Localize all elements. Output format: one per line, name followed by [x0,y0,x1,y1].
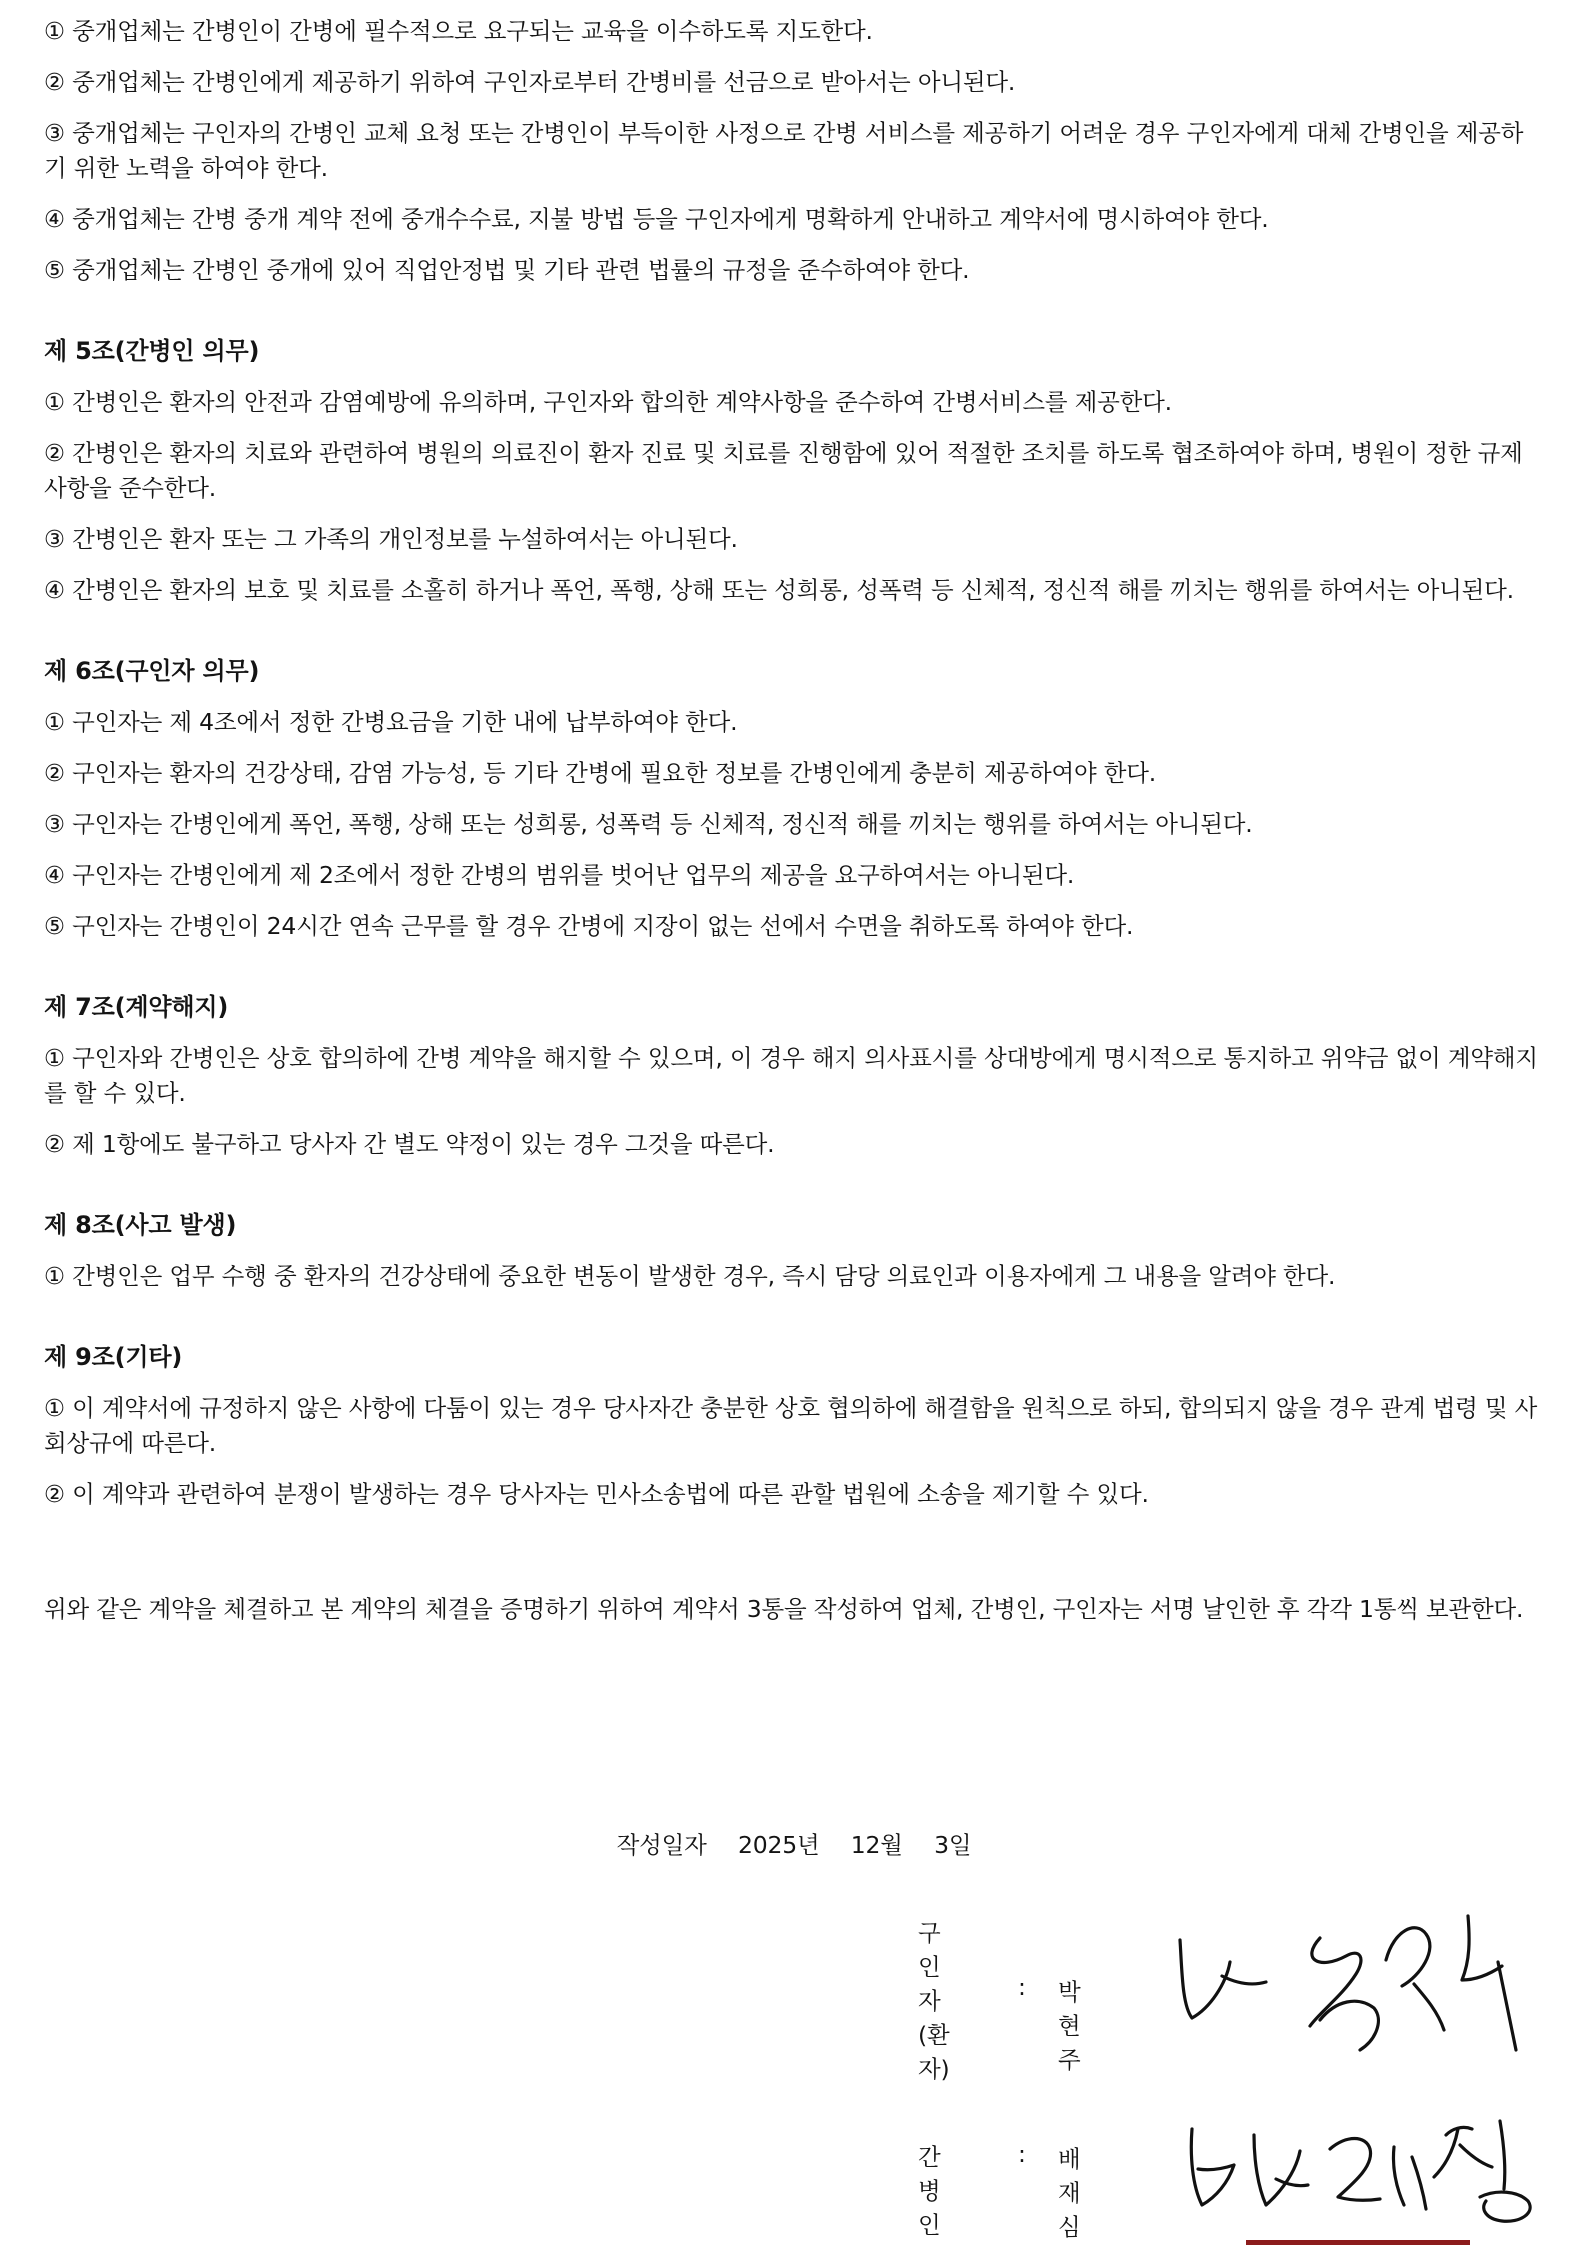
clause-item: ② 제 1항에도 불구하고 당사자 간 별도 약정이 있는 경우 그것을 따른다. [44,1130,775,1158]
clause-item: ⑤ 구인자는 간병인이 24시간 연속 근무를 할 경우 간병에 지장이 없는 선에서 수면을 취하도록 하여야 한다. [44,912,1134,940]
clause-item: ③ 중개업체는 구인자의 간병인 교체 요청 또는 간병인이 부득이한 사정으로 간병 서비스를 제공하기 어려운 경우 구인자에게 대체 간병인을 제공하기 위한 노력을 하여야 한다. [44,119,1524,182]
clause-item: ③ 간병인은 환자 또는 그 가족의 개인정보를 누설하여서는 아니된다. [44,525,738,553]
date-day: 3일 [934,1831,972,1859]
caregiver-label: 간병인 [918,2143,941,2239]
clause-item: ④ 간병인은 환자의 보호 및 치료를 소홀히 하거나 폭언, 폭행, 상해 또는 성희롱, 성폭력 등 신체적, 정신적 해를 끼치는 행위를 하여서는 아니된다. [44,576,1514,604]
section-article-9 [44,1340,1544,1512]
section-title: 제 7조(계약해지) [44,993,229,1021]
employer-label-line1: 구인자 [918,1919,941,2015]
clause-item: ① 구인자와 간병인은 상호 합의하에 간병 계약을 해지할 수 있으며, 이 경우 해지 의사표시를 상대방에게 명시적으로 통지하고 위약금 없이 계약해지를 할 수 있다. [44,1044,1538,1107]
clause-item: ④ 중개업체는 간병 중개 계약 전에 중개수수료, 지불 방법 등을 구인자에게 명확하게 안내하고 계약서에 명시하여야 한다. [44,205,1269,233]
employer-label-line2: (환자) [918,2021,950,2083]
clause-item: ⑤ 중개업체는 간병인 중개에 있어 직업안정법 및 기타 관련 법률의 규정을 준수하여야 한다. [44,256,970,284]
clause-item: ① 이 계약서에 규정하지 않은 사항에 다툼이 있는 경우 당사자간 충분한 상호 협의하에 해결함을 원칙으로 하되, 합의되지 않을 경우 관계 법령 및 사회상규에 따른다. [44,1394,1538,1457]
employer-label [918,1916,949,2086]
date-year: 2025년 [737,1831,820,1859]
section-article-5 [44,334,1544,608]
clause-item: ② 구인자는 환자의 건강상태, 감염 가능성, 등 기타 간병에 필요한 정보를 간병인에게 충분히 제공하여야 한다. [44,759,1156,787]
employer-colon: : [1018,1973,1026,2001]
caregiver-colon: : [1018,2140,1026,2168]
intro-section [44,14,1544,288]
clause-item: ① 중개업체는 간병인이 간병에 필수적으로 요구되는 교육을 이수하도록 지도한다. [44,17,873,45]
clause-item: ① 간병인은 환자의 안전과 감염예방에 유의하며, 구인자와 합의한 계약사항을 준수하여 간병서비스를 제공한다. [44,388,1172,416]
clause-item: ② 간병인은 환자의 치료와 관련하여 병원의 의료진이 환자 진료 및 치료를 진행함에 있어 적절한 조치를 하도록 협조하여야 하며, 병원이 정한 규제사항을 준수한다. [44,439,1523,502]
contract-body [44,14,1544,1651]
section-title: 제 6조(구인자 의무) [44,657,260,685]
section-article-8 [44,1208,1544,1294]
section-title: 제 9조(기타) [44,1343,183,1371]
section-title: 제 8조(사고 발생) [44,1211,237,1239]
clause-item: ③ 구인자는 간병인에게 폭언, 폭행, 상해 또는 성희롱, 성폭력 등 신체적, 정신적 해를 끼치는 행위를 하여서는 아니된다. [44,810,1253,838]
caregiver-name: 배재심 [1058,2145,1081,2241]
date-line [0,1826,1588,1860]
section-article-6 [44,654,1544,944]
closing-statement: 위와 같은 계약을 체결하고 본 계약의 체결을 증명하기 위하여 계약서 3통을 작성하여 업체, 간병인, 구인자는 서명 날인한 후 각각 1통씩 보관한다. [44,1595,1524,1623]
caregiver-signature [1180,2105,1550,2225]
section-article-7 [44,990,1544,1162]
footer-accent-bar [1246,2240,1470,2245]
clause-item: ② 이 계약과 관련하여 분쟁이 발생하는 경우 당사자는 민사소송법에 따른 관할 법원에 소송을 제기할 수 있다. [44,1480,1149,1508]
clause-item: ② 중개업체는 간병인에게 제공하기 위하여 구인자로부터 간병비를 선금으로 받아서는 아니된다. [44,68,1016,96]
date-label: 작성일자 [616,1831,707,1859]
clause-item: ④ 구인자는 간병인에게 제 2조에서 정한 간병의 범위를 벗어난 업무의 제공을 요구하여서는 아니된다. [44,861,1075,889]
clause-item: ① 구인자는 제 4조에서 정한 간병요금을 기한 내에 납부하여야 한다. [44,708,738,736]
employer-name: 박현주 [1058,1978,1081,2074]
date-month: 12월 [850,1831,903,1859]
section-title: 제 5조(간병인 의무) [44,337,260,365]
employer-signature [1170,1900,1540,2080]
clause-item: ① 간병인은 업무 수행 중 환자의 건강상태에 중요한 변동이 발생한 경우, 즉시 담당 의료인과 이용자에게 그 내용을 알려야 한다. [44,1262,1336,1290]
